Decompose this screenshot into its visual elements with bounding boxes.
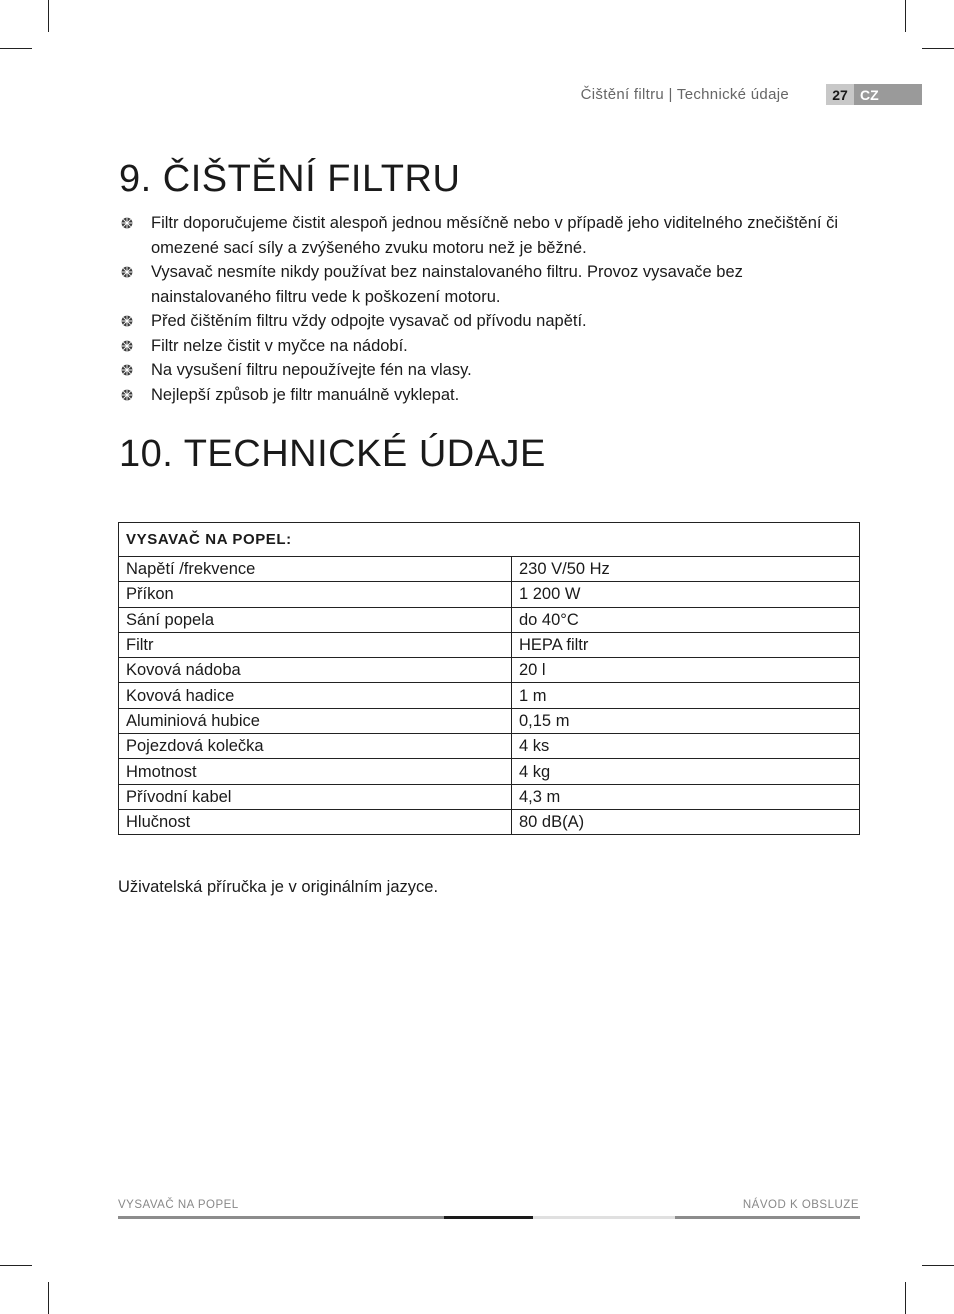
flower-bullet-icon xyxy=(121,389,133,401)
spec-value: 4,3 m xyxy=(512,784,860,809)
table-row xyxy=(119,683,860,708)
table-caption: VYSAVAČ NA POPEL: xyxy=(119,523,860,557)
flower-bullet-icon xyxy=(121,266,133,278)
language-code: CZ xyxy=(854,84,922,105)
crop-mark xyxy=(0,48,32,49)
running-header: Čištění filtru | Technické údaje xyxy=(580,86,789,103)
table-row xyxy=(119,658,860,683)
list-item xyxy=(121,334,841,359)
spec-value: 20 l xyxy=(512,658,860,683)
footer-bar-segment xyxy=(444,1216,533,1219)
flower-bullet-icon xyxy=(121,315,133,327)
table-row xyxy=(119,784,860,809)
spec-table xyxy=(118,522,860,835)
flower-bullet-icon xyxy=(121,217,133,229)
spec-value: 1 200 W xyxy=(512,582,860,607)
page-tab xyxy=(826,84,922,105)
spec-value: do 40°C xyxy=(512,607,860,632)
spec-value: 4 kg xyxy=(512,759,860,784)
crop-mark xyxy=(48,1282,49,1314)
bullet-text: Vysavač nesmíte nikdy používat bez nainstalovaného filtru. Provoz vysavače bez nainstalovaného filtru vede k poškození motoru. xyxy=(151,263,743,306)
table-row xyxy=(119,759,860,784)
spec-label: Hlučnost xyxy=(119,809,512,834)
table-row xyxy=(119,582,860,607)
bullet-text: Filtr nelze čistit v myčce na nádobí. xyxy=(151,336,408,355)
footer-manual-label: NÁVOD K OBSLUZE xyxy=(742,1199,859,1211)
spec-label: Příkon xyxy=(119,582,512,607)
list-item xyxy=(121,211,841,260)
footer-bar-segment xyxy=(118,1216,444,1219)
spec-value: HEPA filtr xyxy=(512,632,860,657)
crop-mark xyxy=(0,1265,32,1266)
spec-label: Aluminiová hubice xyxy=(119,708,512,733)
list-item xyxy=(121,260,841,309)
spec-label: Sání popela xyxy=(119,607,512,632)
list-item xyxy=(121,309,841,334)
spec-value: 4 ks xyxy=(512,734,860,759)
spec-label: Filtr xyxy=(119,632,512,657)
section-heading-filter: 9. ČIŠTĚNÍ FILTRU xyxy=(119,158,461,200)
crop-mark xyxy=(48,0,49,32)
table-row xyxy=(119,809,860,834)
spec-value: 230 V/50 Hz xyxy=(512,557,860,582)
page-number: 27 xyxy=(826,84,854,105)
spec-label: Přívodní kabel xyxy=(119,784,512,809)
spec-label: Kovová nádoba xyxy=(119,658,512,683)
footer-bar-segment xyxy=(533,1216,675,1219)
bullet-text: Na vysušení filtru nepoužívejte fén na vlasy. xyxy=(151,361,472,379)
section-heading-technical-data: 10. TECHNICKÉ ÚDAJE xyxy=(119,433,546,475)
table-row xyxy=(119,607,860,632)
table-caption-row xyxy=(119,523,860,557)
crop-mark xyxy=(905,0,906,32)
bullet-text: Filtr doporučujeme čistit alespoň jednou měsíčně nebo v případě jeho viditelného znečištění či omezené sací síly a zvýšeného zvuku motoru než je běžné. xyxy=(151,214,838,257)
spec-label: Kovová hadice xyxy=(119,683,512,708)
spec-label: Hmotnost xyxy=(119,759,512,784)
table-row xyxy=(119,632,860,657)
filter-bullet-list xyxy=(121,211,841,407)
spec-label: Pojezdová kolečka xyxy=(119,734,512,759)
footer-product-name: VYSAVAČ NA POPEL xyxy=(118,1199,239,1211)
footer-bar-segment xyxy=(675,1216,860,1219)
spec-label: Napětí /frekvence xyxy=(119,557,512,582)
flower-bullet-icon xyxy=(121,340,133,352)
crop-mark xyxy=(922,1265,954,1266)
table-row xyxy=(119,708,860,733)
bullet-text: Nejlepší způsob je filtr manuálně vyklepat. xyxy=(151,385,460,404)
crop-mark xyxy=(922,48,954,49)
spec-value: 0,15 m xyxy=(512,708,860,733)
list-item xyxy=(121,383,841,408)
list-item xyxy=(121,358,841,383)
crop-mark xyxy=(905,1282,906,1314)
bullet-text: Před čištěním filtru vždy odpojte vysavač od přívodu napětí. xyxy=(151,312,587,330)
spec-value: 80 dB(A) xyxy=(512,809,860,834)
spec-value: 1 m xyxy=(512,683,860,708)
language-note: Uživatelská příručka je v originálním jazyce. xyxy=(118,878,439,896)
flower-bullet-icon xyxy=(121,364,133,376)
table-row xyxy=(119,734,860,759)
table-row xyxy=(119,557,860,582)
